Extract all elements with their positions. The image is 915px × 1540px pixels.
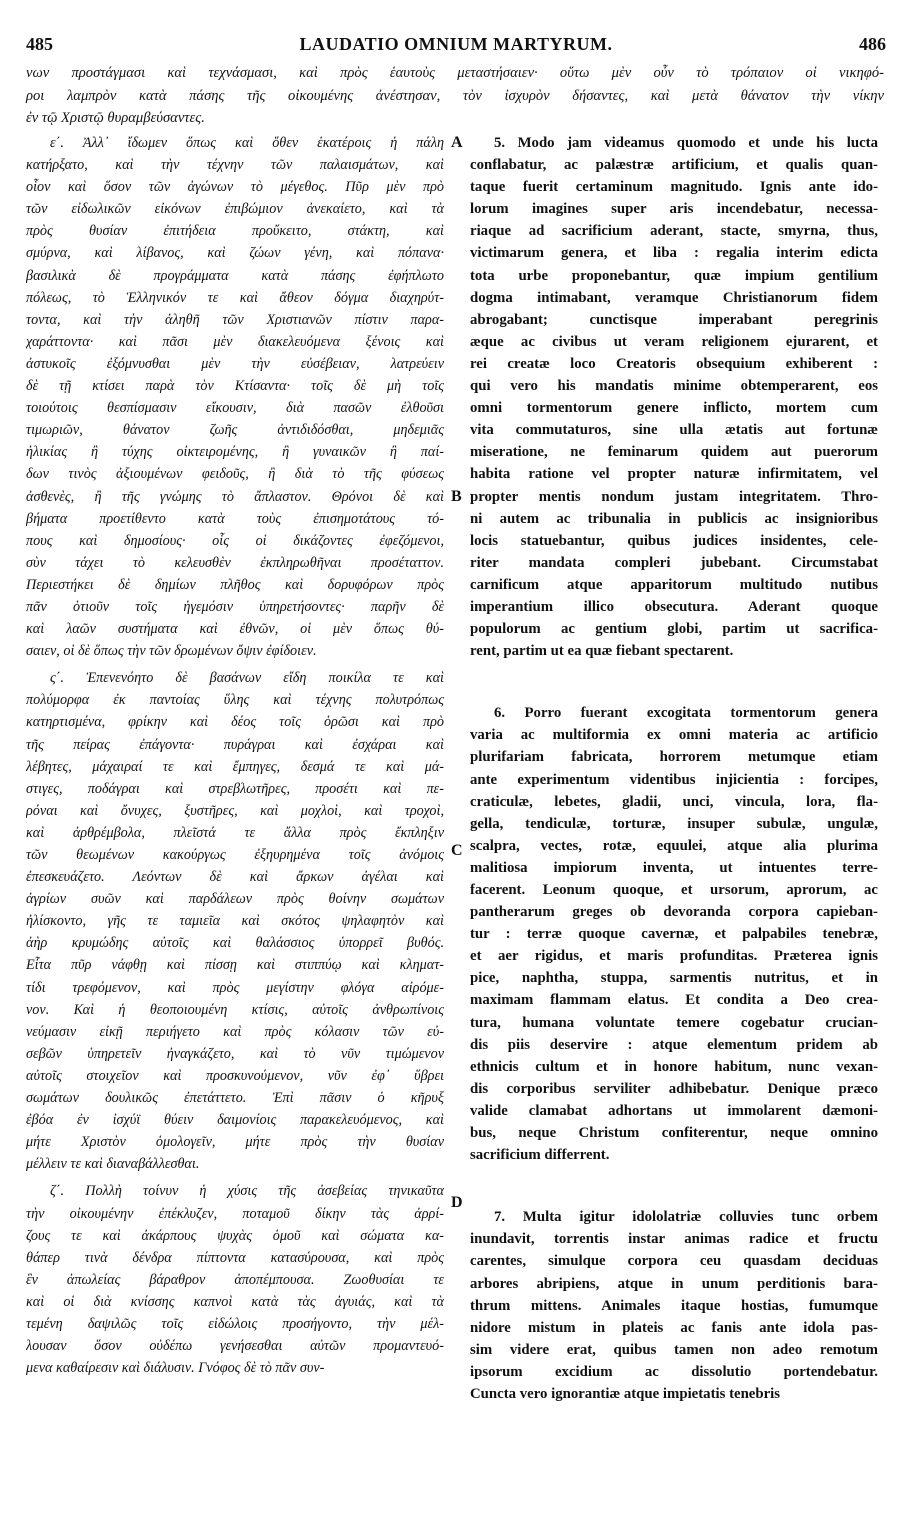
text-line: rent, partim ut ea quæ fiebant spectarent. (470, 643, 734, 660)
text-line: et aer rigidus, et maris profunditas. Præterea ignis (470, 948, 878, 965)
text-line: scalpra, vectes, rotæ, equulei, atque alia plurima (470, 837, 878, 854)
text-line: qui vero his mandatis minime obtemperarent, eos (470, 378, 878, 395)
text-line: populorum ac gentium globi, partim ut sacrifica- (470, 621, 878, 638)
page-header (26, 34, 886, 56)
text-line: τιμωριῶν, θάνατον ζωῆς ἀντιδιδόσθαι, μηδεμιᾶς (26, 422, 444, 439)
text-line: μενα καθαίρεσιν καὶ διάλυσιν. Γνόφος δὲ τὸ πᾶν συν- (26, 1360, 325, 1377)
text-line: craticulæ, lebetes, gladii, unci, vincula, lora, fla- (470, 793, 878, 810)
running-title: LAUDATIO OMNIUM MARTYRUM. (299, 34, 613, 54)
text-line: sacrificium differrent. (470, 1147, 610, 1164)
text-line: dogma intimabant, veramque Christianorum fidem (470, 289, 878, 306)
paragraph (470, 1206, 878, 1405)
text-line: lorum imagines super aris incendebatur, necessa- (470, 201, 878, 218)
text-line: thrum mittens. Animales itaque hostias, fumumque (470, 1297, 878, 1314)
text-line: ζους τε καὶ ἀκάρπους ψυχὰς ὁμοῦ καὶ σώματα κα- (26, 1227, 444, 1244)
text-line: τεμένη δαψιλῶς τοῖς εἰδώλοις προσήγοντο, τὴν μέλ- (26, 1315, 444, 1332)
text-line: δων τινὸς ἀξιουμένων φειδοῦς, ἢ διὰ τὸ τῆς φύσεως (26, 466, 444, 483)
text-line: tur : terræ quoque cavernæ, et palpabiles tenebræ, (470, 926, 878, 943)
text-line: ἀγρίων συῶν καὶ παρδάλεων πρὸς θοίνην σωμάτων (26, 891, 444, 908)
text-line: habita ratione vel propter naturæ infirmitatem, vel (470, 466, 878, 483)
text-line: ἐβόα ἐν ἰσχύϊ θύειν δαιμονίοις παρακελευόμενος, καὶ (26, 1112, 444, 1129)
text-line: ante experimentum videntibus injicientia : forcipes, (470, 771, 878, 788)
text-line: ἀστυκοῖς ἐξόμνυσθαι μὲν τὴν εὐσέβειαν, λατρεύειν (26, 355, 444, 372)
margin-marker-b: B (451, 488, 462, 505)
text-line: ethnicis cultum et in honore habitum, nunc vexan- (470, 1058, 878, 1075)
text-line: valide clamabat adhortans ut immolarent dæmoni- (470, 1102, 878, 1119)
text-line: σαιεν, οἱ δὲ ὅπως τὴν τῶν δρωμένων ὄψιν ἐφίδοιεν. (26, 643, 317, 660)
text-line: ἓν ἀπωλείας βάραθρον ἀποπέμπουσα. Ζωοθυσίαι τε (26, 1271, 444, 1288)
text-line: tota urbe proponebantur, quæ impium gentilium (470, 267, 878, 284)
text-line: πᾶν ὁτιοῦν τοῖς ἡγεμόσιν ὑπηρετήσοντες· παρῆν δὲ (26, 598, 444, 615)
greek-column (26, 132, 444, 1379)
text-line: κατήρξατο, καὶ τὴν τέχνην τῶν παλαισμάτων, καὶ (26, 157, 444, 174)
text-line: ἐν τῷ Χριστῷ θυραμβεύσαντες. (26, 110, 205, 126)
text-line: πόλεως, τὸ Ἑλληνικόν τε καὶ ἄθεον δόγμα διαχηρύτ- (26, 289, 444, 306)
paragraph-gap (470, 662, 878, 702)
text-line: rei creatæ loco Creatoris obsequium exhiberent : (470, 355, 878, 372)
text-line: κατηρτισμένα, φρίκην καὶ δέος τοῖς ὁρῶσι καὶ πρὸ (26, 714, 444, 731)
text-line: ipsorum excidium ac dissolutio portendebatur. (470, 1363, 878, 1380)
text-line: τίδι τρεφόμενον, καὶ πρὸς μεγίστην φλόγα αἰρόμε- (26, 979, 444, 996)
text-line: πρὸς θυσίαν ἐπιτήδεια προὔκειτο, στάκτη, καὶ (26, 223, 444, 240)
page-number-right: 486 (859, 34, 886, 54)
text-line: riter mandata compleri jubebant. Circumstabat (470, 554, 878, 571)
text-line: λουσαν ὅσον οὐδέπω γενήσεσθαι αὐτῶν προμαντευό- (26, 1338, 444, 1355)
text-line: καὶ οἱ διὰ κνίσσης καπνοὶ κατὰ τὰς ἀγυιάς, καὶ τὰ (26, 1293, 444, 1310)
text-line: conflabatur, ac palæstræ artificium, et qualis quan- (470, 157, 878, 174)
text-line: αὐτοῖς στοιχεῖον καὶ προσκυνούμενον, νῦν ἐφ᾽ ὕβρει (26, 1067, 444, 1084)
text-line: ἠλίσκοντο, γῆς τε ταμιεῖα καὶ σκότος ψηλαφητὸν καὶ (26, 913, 444, 930)
text-line: μήτε Χριστὸν ὁμολογεῖν, μήτε πρὸς τὴν θυσίαν (26, 1134, 444, 1151)
intro-text (26, 62, 884, 130)
text-line: propter mentis nondum justam integritatem. Thro- (470, 488, 878, 505)
text-line: τὴν οἰκουμένην ἐπέκλυζεν, ποταμοῦ δίκην τὰς ἀρρί- (26, 1205, 444, 1222)
text-line: miseratione, ne feminarum quidem aut puerorum (470, 444, 878, 461)
text-line: σὺν τάχει τὸ κελευσθὲν ἐκπληρωθῆναι προσέταττον. (26, 554, 444, 571)
text-line: νεύμασιν εἰκῇ περιήγετο καὶ πρὸς κόλασιν τῶν εὐ- (26, 1023, 444, 1040)
page-number-left: 485 (26, 34, 53, 54)
text-line: 6. Porro fuerant excogitata tormentorum genera (494, 705, 878, 722)
text-line: τοντα, καὶ τὴν ἀληθῆ τῶν Χριστιανῶν πίστιν παρα- (26, 311, 444, 328)
text-line: dis piis deservire : atque elementum pridem ab (470, 1036, 878, 1053)
text-line: vita commutaturos, sine ulla ætatis aut fortunæ (470, 422, 878, 439)
paragraph-gap (470, 1166, 878, 1206)
text-line: Cuncta vero ignorantiæ atque impietatis tenebris (470, 1385, 781, 1402)
paragraph (470, 702, 878, 1166)
text-line: πους καὶ δημοσίους· οἷς οἱ δικάζοντες ἐφεζόμενοι, (26, 532, 444, 549)
text-line: μέλλειν τε καὶ διαναβάλλεσθαι. (26, 1156, 200, 1173)
text-line: tura, humana voluntate temere cogebatur crucian- (470, 1014, 878, 1031)
text-line: victimarum genera, et liba : regalia interim edicta (470, 245, 878, 262)
text-line: χαράττοντα· καὶ πᾶσι μὲν διακελευόμενα ξένοις καὶ (26, 333, 444, 350)
text-line: τῆς πείρας ἐπάγοντα· πυράγραι καὶ ἐσχάραι καὶ (26, 736, 444, 753)
text-line: νον. Καὶ ἡ θεοποιουμένη κτίσις, αὐτοῖς ἀνθρωπίνοις (26, 1001, 444, 1018)
text-line: λέβητες, μάχαιραί τε καὶ ἔμπηγες, δεσμά τε καὶ μά- (26, 758, 444, 775)
text-line: bus, neque Christum confiterentur, neque omnino (470, 1125, 878, 1142)
text-line: abrogabant; cunctisque imperabant peregrinis (470, 311, 878, 328)
text-line: carnificum atque apparitorum multitudo nutibus (470, 576, 878, 593)
text-line: pantherarum greges ob devoranda corpora capieban- (470, 904, 878, 921)
text-line: malitiosa impiorum inventa, ut intuentes terre- (470, 859, 878, 876)
paragraph (26, 667, 444, 1175)
text-line: σμύρνα, καὶ λίβανος, καὶ ζώων γένη, καὶ πόπανα· (26, 245, 444, 262)
text-line: ε΄. Ἀλλ᾽ ἴδωμεν ὅπως καὶ ὅθεν ἑκατέροις ἡ πάλη (50, 135, 444, 151)
text-line: Περιεστήκει δὲ δημίων πλῆθος καὶ δορυφόρων πρὸς (26, 576, 444, 593)
text-line: sim videre erat, quibus tamen non adeo remotum (470, 1341, 878, 1358)
text-line: ροι λαμπρὸν κατὰ πάσης τῆς οἰκουμένης ἀνέστησαν, τὸν ἰσχυρὸν δήσαντες, καὶ μετὰ θάνατον τὴν νίκην (26, 87, 884, 104)
text-line: Εἶτα πῦρ νάφθῃ καὶ πίσσῃ καὶ στιππύῳ καὶ κληματ- (26, 957, 444, 974)
text-line: ἡλικίας ἢ τύχης οἰκτειρομένης, ἢ γυναικῶν ἢ παί- (26, 444, 444, 461)
text-line: καὶ λαῶν συστήματα καὶ ἐθνῶν, οἱ μὲν ὅπως θύ- (26, 621, 444, 638)
text-line: taque fuerit certaminum magnitudo. Ignis ante ido- (470, 179, 878, 196)
paragraph (26, 1180, 444, 1379)
text-line: plurifariam fabricata, horrorem metumque etiam (470, 749, 878, 766)
text-line: πολύμορφα ἐκ παντοίας ὕλης καὶ τέχνης πολυτρόπως (26, 692, 444, 709)
paragraph (470, 132, 878, 662)
text-line: arbores abripiens, atque in unum perditionis bara- (470, 1275, 878, 1292)
margin-marker-c: C (451, 842, 463, 859)
text-line: 5. Modo jam videamus quomodo et unde his lucta (494, 135, 878, 151)
text-line: ρόναι καὶ ὄνυχες, ξυστῆρες, καὶ μοχλοὶ, καὶ τροχοὶ, (26, 802, 444, 819)
text-line: βασιλικὰ δὲ προγράμματα κατὰ πάσης ἐφήπλωτο (26, 267, 444, 284)
text-line: οἷον καὶ ὅσον τῶν ἀγώνων τὸ μέγεθος. Πῦρ μὲν πρὸ (26, 179, 444, 196)
latin-column (470, 132, 878, 1405)
text-line: locis statuebantur, quibus judices insidentes, cele- (470, 532, 878, 549)
text-line: inundavit, torrentis instar animas radice et fructu (470, 1231, 878, 1248)
margin-marker-a: A (451, 134, 463, 151)
text-line: æque ac civibus ut veram religionem ejurarent, et (470, 333, 878, 350)
text-line: καὶ ἀρθρέμβολα, πλεῖστά τε ἄλλα πρὸς ἔκπληξιν (26, 824, 444, 841)
text-line: τοιούτοις θεσπίσμασιν εἴκουσιν, διὰ πασῶν ἐλθοῦσι (26, 400, 444, 417)
text-line: 7. Multa igitur idololatriæ colluvies tunc orbem (494, 1209, 878, 1226)
text-line: δὲ τῇ κτίσει παρὰ τὸν Κτίσαντα· τοῖς δὲ μὴ τοῖς (26, 378, 444, 395)
text-line: σεβῶν ὑπηρετεῖν ἠναγκάζετο, καὶ τὸ νῦν τιμώμενον (26, 1045, 444, 1062)
text-line: pice, naphtha, stuppa, sarmentis nutritus, et in (470, 970, 878, 987)
text-line: gella, tendiculæ, torturæ, insuper subulæ, ungulæ, (470, 815, 878, 832)
text-line: βήματα προετίθεντο κατὰ τοὺς ἐπισημοτάτους τό- (26, 510, 444, 527)
text-line: ἀσθενὲς, ἢ τῆς γνώμης τὸ ἄπλαστον. Θρόνοι δὲ καὶ (26, 488, 444, 505)
margin-marker-d: D (451, 1194, 463, 1211)
text-line: νων προστάγμασι καὶ τεχνάσμασι, καὶ πρὸς ἑαυτοὺς μεταστήσαιεν· οὕτω μὲν οὖν τὸ τρόπαιον οἱ νικηφό- (26, 65, 884, 81)
text-line: θάπερ τινὰ δένδρα πίπτοντα κατασύρουσα, καὶ πρὸς (26, 1249, 444, 1266)
text-line: ni autem ac tribunalia in publicis ac insignioribus (470, 510, 878, 527)
text-line: varia ac multiformia ex omni materia ac artificio (470, 727, 878, 744)
text-line: carentes, simulque corpora ceu quasdam deciduas (470, 1253, 878, 1270)
text-line: nidore mistum in plateis ac fanis ante idola pas- (470, 1319, 878, 1336)
text-line: omni tormentorum genere inflicto, mortem cum (470, 400, 878, 417)
text-line: σωμάτων δουλικῶς ἐπετάττετο. Ἐπὶ πᾶσιν ὁ κῆρυξ (26, 1090, 444, 1107)
text-line: ἀὴρ κρυμώδης αὐτοῖς καὶ θαλάσσιος ὑπορρεῖ βυθός. (26, 935, 444, 952)
paragraph (26, 132, 444, 662)
text-line: facerent. Leonum quoque, et ursorum, aprorum, ac (470, 882, 878, 898)
text-line: ἐπεσκευάζετο. Λεόντων δὲ καὶ ἄρκων ἀγέλαι καὶ (26, 869, 444, 886)
text-line: τῶν εἰδωλικῶν εἰκόνων ἐπιβώμιον ἀνεκαίετο, καὶ τὰ (26, 201, 444, 218)
text-line: maximam flammam elatus. Et condita a Deo crea- (470, 992, 878, 1009)
text-line: riaque ad sacrificium aderant, stacte, smyrna, thus, (470, 223, 878, 240)
text-line: dis corporibus serviliter adhibebatur. Denique præco (470, 1080, 878, 1097)
text-line: στιγες, ποδάγραι καὶ στρεβλωτῆρες, προσέτι καὶ πε- (26, 780, 444, 797)
text-line: imperantium illico obsecutura. Aderant quoque (470, 598, 878, 615)
text-line: ζ΄. Πολλὴ τοίνυν ἡ χύσις τῆς ἀσεβείας τηνικαῦτα (50, 1183, 444, 1200)
text-line: τῶν θεωμένων κακούργως ἐξηυρημένα τοῖς ἀνόμοις (26, 847, 444, 863)
text-line: ς΄. Ἐπενενόητο δὲ βασάνων εἴδη ποικίλα τε καὶ (50, 670, 444, 687)
